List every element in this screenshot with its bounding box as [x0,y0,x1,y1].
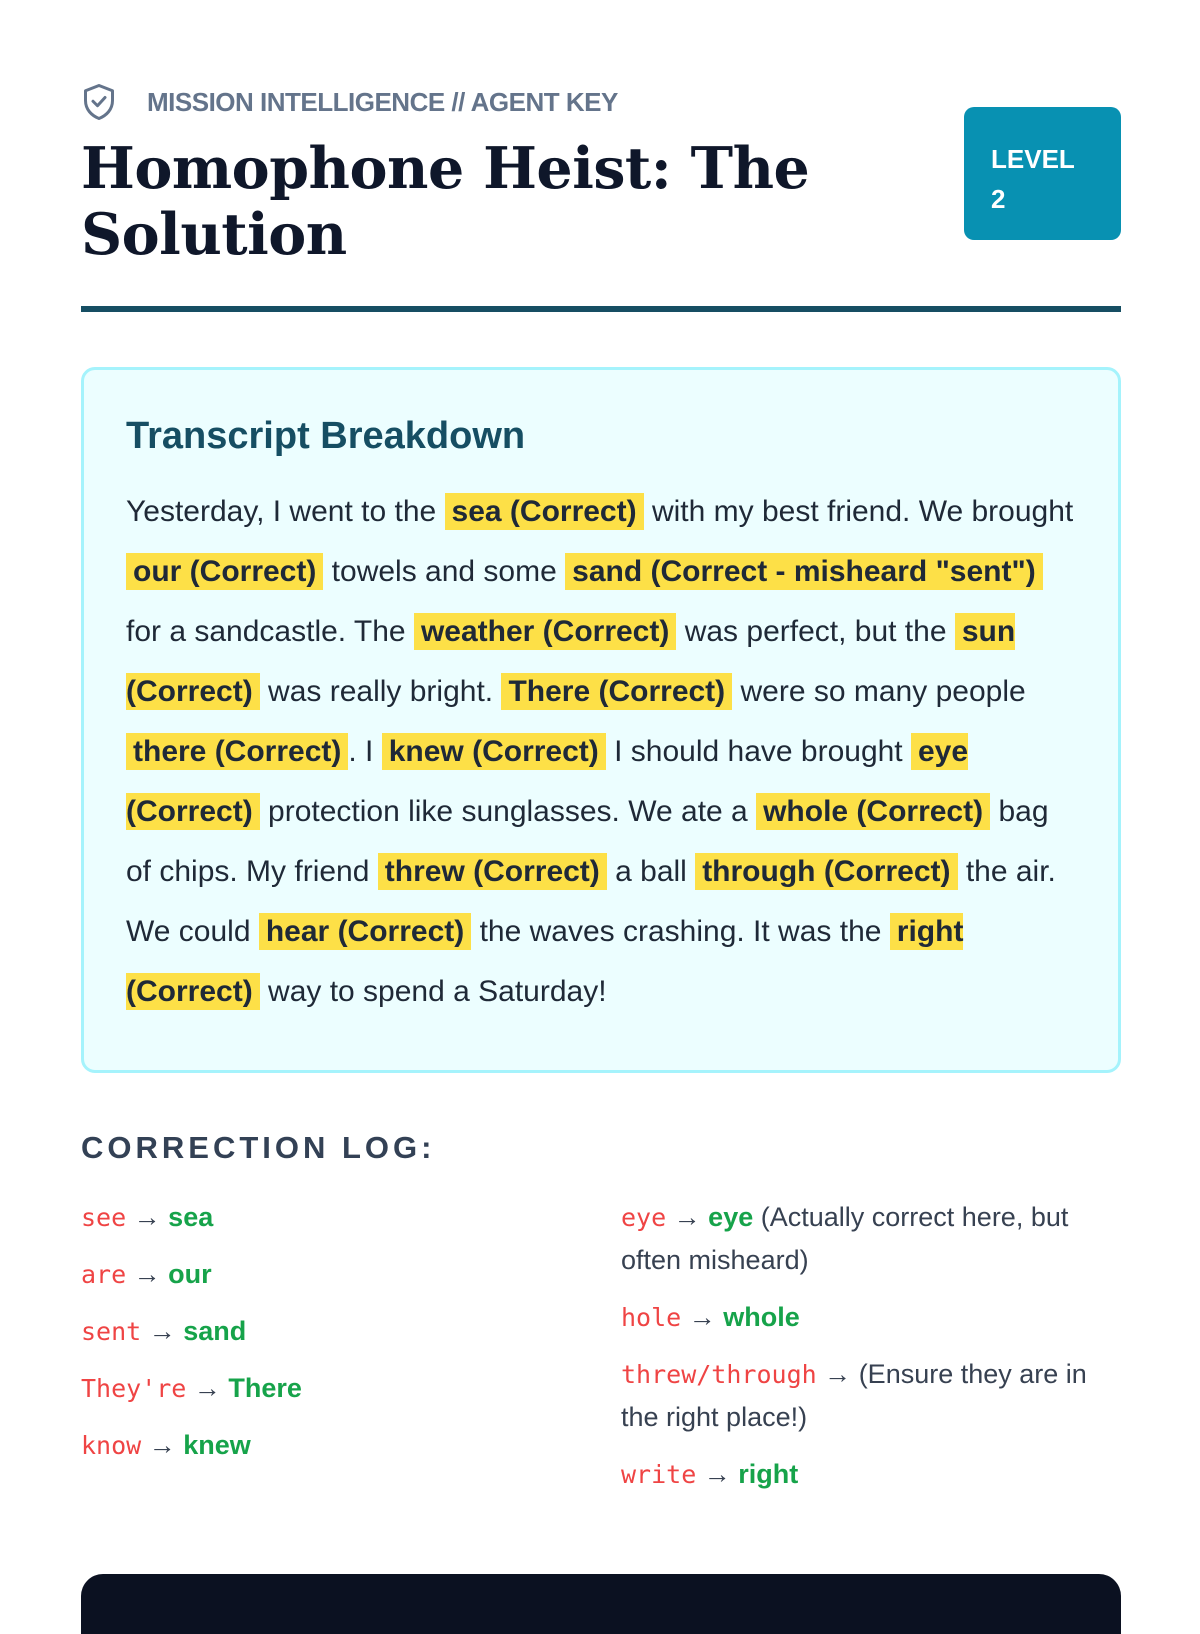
wrong-word: see [81,1203,127,1232]
arrow-icon: → [666,1202,709,1232]
shield-check-icon [81,82,117,122]
correction-item [621,1353,1121,1439]
wrong-word: threw/through [621,1360,817,1389]
transcript-segment: protection like sunglasses. We ate a [259,795,757,828]
highlighted-word: sand (Correct - misheard "sent") [565,553,1043,590]
arrow-icon: → [141,1316,184,1346]
wrong-word: know [81,1431,142,1460]
transcript-segment: for a sandcastle. The [126,615,414,648]
transcript-segment: bag of chips. My friend [126,795,1049,888]
corrected-word: knew [183,1430,251,1460]
transcript-segment: . I [348,735,382,768]
corrected-word: sand [183,1316,247,1346]
transcript-segment: was perfect, but the [676,615,955,648]
header-divider [81,306,1121,312]
highlighted-word: There (Correct) [501,673,732,710]
corrected-word: right [738,1459,799,1489]
wrong-word: They're [81,1374,187,1403]
transcript-segment: the waves crashing. It was the [471,915,890,948]
highlighted-word: knew (Correct) [382,733,606,770]
corrected-word: There [228,1373,302,1403]
card-title: Transcript Breakdown [126,415,526,457]
correction-note: (Ensure they are in the right place!) [621,1359,1087,1432]
level-value: 2 [991,184,1006,214]
transcript-segment: Yesterday, I went to the [126,495,445,528]
transcript-segment: the air. We could [126,855,1056,948]
highlighted-word: through (Correct) [695,853,957,890]
arrow-icon: → [816,1359,859,1389]
highlighted-word: eye (Correct) [126,735,969,828]
correction-item [81,1310,581,1353]
highlighted-word: sea (Correct) [445,493,644,530]
correction-item [81,1196,581,1239]
correction-log-right [621,1196,1121,1510]
transcript-segment: with my best friend. We brought [643,495,1074,528]
transcript-text [126,482,1078,1022]
transcript-segment: was really bright. [259,675,502,708]
correction-item [81,1367,581,1410]
wrong-word: sent [81,1317,142,1346]
arrow-icon: → [681,1302,724,1332]
arrow-icon: → [141,1430,184,1460]
corrected-word: our [168,1259,212,1289]
transcript-segment: were so many people [732,675,1026,708]
highlighted-word: weather (Correct) [414,613,676,650]
arrow-icon: → [126,1202,169,1232]
highlighted-word: hear (Correct) [259,913,471,950]
transcript-segment: a ball [606,855,696,888]
wrong-word: hole [621,1303,682,1332]
correction-log-heading: CORRECTION LOG: [81,1130,436,1165]
wrong-word: write [621,1460,697,1489]
arrow-icon: → [126,1259,169,1289]
highlighted-word: sun (Correct) [126,615,1016,708]
level-label: LEVEL [991,144,1075,174]
correction-item [621,1453,1121,1496]
highlighted-word: threw (Correct) [378,853,607,890]
arrow-icon: → [696,1459,739,1489]
correction-item [621,1296,1121,1339]
correction-item [621,1196,1121,1282]
transcript-card [81,367,1121,1073]
transcript-segment: way to spend a Saturday! [259,975,607,1008]
page-title: Homophone Heist: The Solution [81,135,810,268]
eyebrow-text: MISSION INTELLIGENCE // AGENT KEY [147,86,618,117]
corrected-word: eye [708,1202,754,1232]
eyebrow [81,82,618,122]
footer-bar [81,1574,1121,1634]
highlighted-word: whole (Correct) [756,793,990,830]
correction-note: (Actually correct here, but often misheard) [621,1202,1069,1275]
level-badge [964,107,1121,240]
corrected-word: whole [723,1302,800,1332]
transcript-segment: I should have brought [605,735,911,768]
highlighted-word: our (Correct) [126,553,323,590]
arrow-icon: → [186,1373,229,1403]
transcript-segment: towels and some [323,555,566,588]
correction-log-left [81,1196,581,1481]
corrected-word: sea [168,1202,214,1232]
correction-item [81,1424,581,1467]
correction-item [81,1253,581,1296]
highlighted-word: right (Correct) [126,915,964,1008]
wrong-word: eye [621,1203,667,1232]
wrong-word: are [81,1260,127,1289]
highlighted-word: there (Correct) [126,733,348,770]
